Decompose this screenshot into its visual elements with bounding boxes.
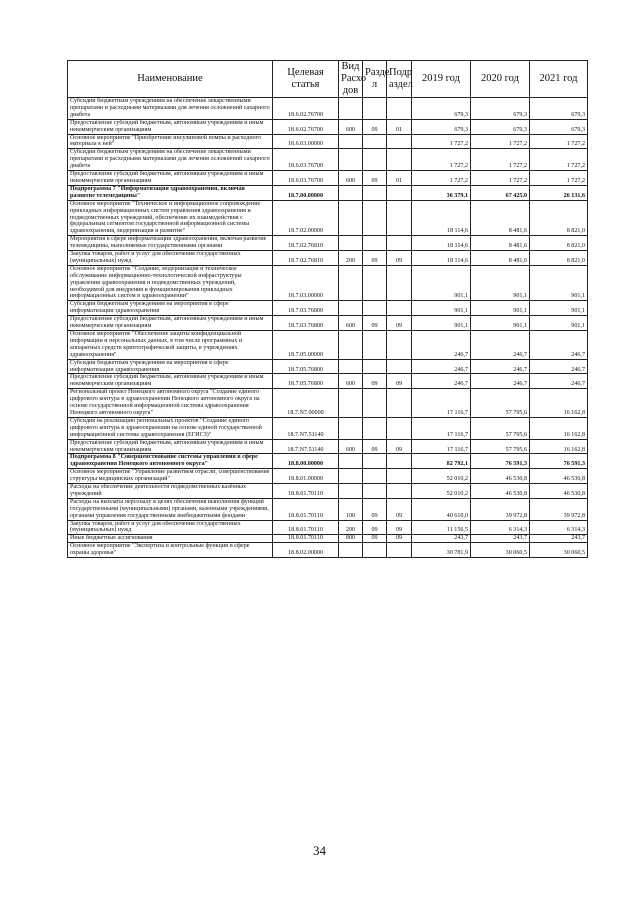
row-name: Мероприятия в сфере информатизации здравоохранения, включая развитие телемедицины, выполняемые государственными органами	[68, 236, 273, 251]
row-amount-2020: 1 727,2	[471, 134, 530, 149]
row-amount-2020: 76 591,3	[471, 454, 530, 469]
row-name: Подпрограмма 8 "Совершенствование системы управления в сфере здравоохранения Ненецкого автономного округа"	[68, 454, 273, 469]
row-name: Предоставление субсидий бюджетным, автономным учреждениям и иным некоммерческим организациям	[68, 119, 273, 134]
header-target-article: Целевая статья	[273, 61, 339, 98]
row-subsection: 09	[387, 316, 412, 331]
row-amount-2021: 901,1	[530, 301, 588, 316]
table-row	[68, 374, 588, 389]
row-amount-2020: 679,3	[471, 119, 530, 134]
row-subsection: 09	[387, 535, 412, 543]
row-expense-type	[339, 98, 363, 120]
table-body	[68, 98, 588, 558]
row-expense-type: 600	[339, 316, 363, 331]
row-subsection	[387, 301, 412, 316]
row-subsection	[387, 265, 412, 301]
row-amount-2019: 901,1	[412, 301, 471, 316]
table-row	[68, 171, 588, 186]
row-amount-2021: 76 591,3	[530, 454, 588, 469]
table-row	[68, 301, 588, 316]
row-target-article: 18.7.N7.51140	[273, 439, 339, 454]
row-section	[363, 149, 387, 171]
row-section: 09	[363, 498, 387, 520]
row-amount-2020: 246,7	[471, 374, 530, 389]
header-expense-type: Вид Расхо дов	[339, 61, 363, 98]
row-amount-2019: 679,3	[412, 119, 471, 134]
row-name: Предоставление субсидий бюджетным, автономным учреждениям и иным некоммерческим организациям	[68, 316, 273, 331]
row-target-article: 18.7.03.76800	[273, 301, 339, 316]
table-row	[68, 149, 588, 171]
row-amount-2021: 1 727,2	[530, 171, 588, 186]
row-section	[363, 301, 387, 316]
row-subsection	[387, 359, 412, 374]
row-amount-2021: 901,1	[530, 316, 588, 331]
row-name: Подпрограмма 7 "Информатизация здравоохранения, включая развитие телемедицины"	[68, 185, 273, 200]
row-section	[363, 359, 387, 374]
row-amount-2019: 36 379,1	[412, 185, 471, 200]
row-section	[363, 331, 387, 360]
table-row	[68, 389, 588, 418]
row-expense-type	[339, 454, 363, 469]
row-section: 09	[363, 119, 387, 134]
row-amount-2021: 8 821,0	[530, 200, 588, 236]
row-amount-2019: 1 727,2	[412, 149, 471, 171]
row-amount-2019: 246,7	[412, 331, 471, 360]
row-section	[363, 134, 387, 149]
row-amount-2020: 1 727,2	[471, 171, 530, 186]
row-expense-type: 100	[339, 498, 363, 520]
row-target-article: 18.7.03.00000	[273, 265, 339, 301]
row-section	[363, 417, 387, 439]
row-subsection: 01	[387, 171, 412, 186]
row-target-article: 18.6.03.76700	[273, 149, 339, 171]
row-name: Основное мероприятие "Техническое и информационное сопровождение прикладных информационных систем управления здравоохранения и подведомственных учреждений, обеспечение их взаимодействия с федеральным сегментом государственной информационной системы здравоохранения, модернизация и развитие"	[68, 200, 273, 236]
row-expense-type: 200	[339, 520, 363, 535]
row-target-article: 18.7.05.76800	[273, 374, 339, 389]
row-subsection	[387, 417, 412, 439]
row-amount-2020: 243,7	[471, 535, 530, 543]
table-row	[68, 484, 588, 499]
row-section	[363, 185, 387, 200]
row-expense-type: 800	[339, 535, 363, 543]
row-amount-2019: 1 727,2	[412, 134, 471, 149]
row-expense-type	[339, 236, 363, 251]
row-amount-2020: 246,7	[471, 331, 530, 360]
table-row	[68, 200, 588, 236]
row-subsection	[387, 389, 412, 418]
row-name: Субсидия на реализацию региональных проектов "Создание единого цифрового контура в здравоохранении на основе единой государственной информационной системы здравоохранения (ЕГИСЗ)"	[68, 417, 273, 439]
row-target-article: 18.7.02.00000	[273, 200, 339, 236]
row-amount-2021: 246,7	[530, 331, 588, 360]
row-expense-type	[339, 265, 363, 301]
row-amount-2019: 901,1	[412, 316, 471, 331]
row-amount-2019: 11 156,5	[412, 520, 471, 535]
row-amount-2019: 679,3	[412, 98, 471, 120]
row-section: 09	[363, 520, 387, 535]
row-amount-2021: 6 314,3	[530, 520, 588, 535]
row-expense-type	[339, 469, 363, 484]
row-amount-2019: 82 792,1	[412, 454, 471, 469]
row-subsection	[387, 236, 412, 251]
header-year-2019: 2019 год	[412, 61, 471, 98]
row-target-article: 18.8.00.00000	[273, 454, 339, 469]
row-name: Основное мероприятие "Экспертиза и контрольные функции в сфере охраны здоровья"	[68, 543, 273, 558]
row-name: Предоставление субсидий бюджетным, автономным учреждениям и иным некоммерческим организациям	[68, 171, 273, 186]
row-amount-2019: 1 727,2	[412, 171, 471, 186]
row-amount-2019: 30 781,9	[412, 543, 471, 558]
row-section	[363, 484, 387, 499]
row-section: 09	[363, 439, 387, 454]
row-section: 09	[363, 535, 387, 543]
table-row	[68, 359, 588, 374]
row-target-article: 18.6.03.00000	[273, 134, 339, 149]
row-subsection	[387, 469, 412, 484]
table-row	[68, 417, 588, 439]
row-amount-2020: 8 481,6	[471, 200, 530, 236]
row-section	[363, 543, 387, 558]
row-target-article: 18.8.01.70110	[273, 520, 339, 535]
row-amount-2019: 246,7	[412, 374, 471, 389]
row-amount-2021: 30 060,5	[530, 543, 588, 558]
row-amount-2019: 52 010,2	[412, 484, 471, 499]
row-name: Расходы на выплаты персоналу в целях обеспечения выполнения функций государственными (муниципальными) органами, казенными учреждениями, органами управления государственными внебюджетными фондами	[68, 498, 273, 520]
row-amount-2020: 679,3	[471, 98, 530, 120]
row-section	[363, 454, 387, 469]
page-number: 34	[313, 843, 326, 858]
row-amount-2020: 901,1	[471, 265, 530, 301]
row-name: Иные бюджетные ассигнования	[68, 535, 273, 543]
header-section: Разде л	[363, 61, 387, 98]
row-name: Закупка товаров, работ и услуг для обеспечения государственных (муниципальных) нужд	[68, 251, 273, 266]
row-amount-2021: 46 530,8	[530, 469, 588, 484]
row-subsection	[387, 98, 412, 120]
row-target-article: 18.7.05.76800	[273, 359, 339, 374]
row-amount-2021: 16 162,8	[530, 389, 588, 418]
row-name: Основное мероприятие "Приобретение инсулиновой помпы и расходного материала к ней"	[68, 134, 273, 149]
row-amount-2021: 679,3	[530, 98, 588, 120]
table-row	[68, 331, 588, 360]
table-row	[68, 265, 588, 301]
table-row	[68, 454, 588, 469]
table-row	[68, 134, 588, 149]
row-amount-2021: 1 727,2	[530, 149, 588, 171]
row-subsection	[387, 454, 412, 469]
header-year-2020: 2020 год	[471, 61, 530, 98]
row-amount-2019: 52 010,2	[412, 469, 471, 484]
row-name: Расходы на обеспечение деятельности подведомственных казённых учреждений	[68, 484, 273, 499]
table-row	[68, 119, 588, 134]
row-name: Субсидии бюджетным учреждениям на мероприятия в сфере информатизации здравоохранения	[68, 359, 273, 374]
table-row	[68, 439, 588, 454]
row-name: Предоставление субсидий бюджетным, автономным учреждениям и иным некоммерческим организациям	[68, 439, 273, 454]
row-expense-type	[339, 331, 363, 360]
row-expense-type	[339, 359, 363, 374]
row-amount-2020: 46 530,8	[471, 484, 530, 499]
row-section	[363, 389, 387, 418]
header-name: Наименование	[68, 61, 273, 98]
row-section	[363, 236, 387, 251]
row-section: 09	[363, 251, 387, 266]
table-row	[68, 98, 588, 120]
row-amount-2021: 16 162,8	[530, 417, 588, 439]
row-amount-2020: 57 795,6	[471, 389, 530, 418]
table-row	[68, 185, 588, 200]
row-expense-type	[339, 149, 363, 171]
row-name: Субсидии бюджетным учреждениям на обеспечение лекарственными препаратами и расходными материалами для лечения осложнений сахарного диабета	[68, 149, 273, 171]
row-subsection	[387, 200, 412, 236]
row-amount-2019: 18 114,6	[412, 251, 471, 266]
table-row	[68, 316, 588, 331]
row-amount-2020: 57 795,6	[471, 439, 530, 454]
row-target-article: 18.8.02.00000	[273, 543, 339, 558]
row-expense-type	[339, 484, 363, 499]
row-name: Предоставление субсидий бюджетным, автономным учреждениям и иным некоммерческим организациям	[68, 374, 273, 389]
table-header-row	[68, 61, 588, 98]
row-amount-2021: 26 131,6	[530, 185, 588, 200]
row-target-article: 18.7.03.76800	[273, 316, 339, 331]
row-amount-2020: 246,7	[471, 359, 530, 374]
row-expense-type: 600	[339, 439, 363, 454]
budget-table	[67, 60, 588, 558]
row-expense-type	[339, 389, 363, 418]
row-subsection	[387, 543, 412, 558]
row-expense-type	[339, 134, 363, 149]
table-row	[68, 498, 588, 520]
row-subsection: 09	[387, 251, 412, 266]
row-amount-2019: 17 116,7	[412, 417, 471, 439]
table-row	[68, 251, 588, 266]
row-expense-type	[339, 301, 363, 316]
row-subsection	[387, 134, 412, 149]
row-amount-2019: 901,1	[412, 265, 471, 301]
row-name: Субсидии бюджетным учреждениям на мероприятия в сфере информатизации здравоохранения	[68, 301, 273, 316]
row-section: 09	[363, 374, 387, 389]
table-row	[68, 535, 588, 543]
row-amount-2019: 40 610,0	[412, 498, 471, 520]
row-amount-2021: 46 530,8	[530, 484, 588, 499]
row-expense-type	[339, 417, 363, 439]
row-amount-2019: 17 116,7	[412, 439, 471, 454]
row-amount-2021: 8 821,0	[530, 251, 588, 266]
table-row	[68, 543, 588, 558]
row-subsection	[387, 484, 412, 499]
row-name: Основное мероприятие "Обеспечение защиты конфиденциальной информации и персональных данных, в том числе программных и аппаратных средств криптографической защиты, в учреждениях здравоохранения"	[68, 331, 273, 360]
row-amount-2021: 1 727,2	[530, 134, 588, 149]
row-expense-type: 600	[339, 119, 363, 134]
row-subsection: 09	[387, 374, 412, 389]
row-target-article: 18.8.01.70110	[273, 535, 339, 543]
row-expense-type	[339, 543, 363, 558]
row-section	[363, 98, 387, 120]
row-amount-2019: 243,7	[412, 535, 471, 543]
row-amount-2021: 8 821,0	[530, 236, 588, 251]
row-section: 09	[363, 171, 387, 186]
row-amount-2021: 243,7	[530, 535, 588, 543]
row-target-article: 18.7.00.00000	[273, 185, 339, 200]
row-amount-2021: 901,1	[530, 265, 588, 301]
row-amount-2019: 18 114,6	[412, 236, 471, 251]
row-amount-2020: 8 481,6	[471, 251, 530, 266]
row-subsection	[387, 185, 412, 200]
table-row	[68, 520, 588, 535]
row-section: 09	[363, 316, 387, 331]
row-expense-type	[339, 185, 363, 200]
table-row	[68, 469, 588, 484]
row-expense-type: 600	[339, 374, 363, 389]
row-target-article: 18.7.N7.00000	[273, 389, 339, 418]
row-target-article: 18.6.02.76700	[273, 119, 339, 134]
row-name: Региональный проект Ненецкого автономного округа "Создание единого цифрового контура в здравоохранении Ненецкого автономного округа на основе государственной информационной системы здравоохранения Ненецкого автономного округа"	[68, 389, 273, 418]
row-amount-2021: 246,7	[530, 359, 588, 374]
row-target-article: 18.8.01.70110	[273, 498, 339, 520]
row-amount-2019: 246,7	[412, 359, 471, 374]
row-expense-type: 200	[339, 251, 363, 266]
row-name: Основное мероприятие "Управление развитием отрасли, совершенствование структуры медицинских организаций"	[68, 469, 273, 484]
row-target-article: 18.7.02.76810	[273, 236, 339, 251]
header-year-2021: 2021 год	[530, 61, 588, 98]
row-section	[363, 469, 387, 484]
row-section	[363, 265, 387, 301]
row-amount-2019: 18 114,6	[412, 200, 471, 236]
row-subsection	[387, 149, 412, 171]
row-target-article: 18.6.02.76700	[273, 98, 339, 120]
row-amount-2021: 16 162,8	[530, 439, 588, 454]
header-subsection: Подр аздел	[387, 61, 412, 98]
row-target-article: 18.8.01.70110	[273, 484, 339, 499]
row-subsection: 01	[387, 119, 412, 134]
row-amount-2020: 30 060,5	[471, 543, 530, 558]
row-amount-2020: 901,1	[471, 316, 530, 331]
row-target-article: 18.6.03.76700	[273, 171, 339, 186]
row-amount-2020: 67 425,0	[471, 185, 530, 200]
row-subsection: 09	[387, 498, 412, 520]
row-amount-2020: 901,1	[471, 301, 530, 316]
row-target-article: 18.8.01.00000	[273, 469, 339, 484]
row-target-article: 18.7.02.76810	[273, 251, 339, 266]
row-amount-2020: 46 530,8	[471, 469, 530, 484]
row-amount-2020: 39 972,8	[471, 498, 530, 520]
table-row	[68, 236, 588, 251]
row-amount-2020: 57 795,6	[471, 417, 530, 439]
row-amount-2021: 39 972,8	[530, 498, 588, 520]
row-amount-2021: 679,3	[530, 119, 588, 134]
row-expense-type	[339, 200, 363, 236]
row-name: Основное мероприятие "Создание, модернизация и техническое обслуживание информационно-технологической инфраструктуры управления здравоохранения и подведомственных учреждений, необходимой для внедрения и функционирования прикладных информационных систем в здравоохранении"	[68, 265, 273, 301]
row-section	[363, 200, 387, 236]
row-name: Закупка товаров, работ и услуг для обеспечения государственных (муниципальных) нужд	[68, 520, 273, 535]
row-amount-2020: 6 314,3	[471, 520, 530, 535]
row-expense-type: 600	[339, 171, 363, 186]
row-name: Субсидии бюджетным учреждениям на обеспечение лекарственными препаратами и расходными материалами для лечения осложнений сахарного диабета	[68, 98, 273, 120]
row-target-article: 18.7.N7.51140	[273, 417, 339, 439]
row-target-article: 18.7.05.00000	[273, 331, 339, 360]
row-amount-2020: 1 727,2	[471, 149, 530, 171]
row-subsection: 09	[387, 520, 412, 535]
row-subsection	[387, 331, 412, 360]
row-amount-2021: 246,7	[530, 374, 588, 389]
row-subsection: 09	[387, 439, 412, 454]
row-amount-2020: 8 481,6	[471, 236, 530, 251]
row-amount-2019: 17 116,7	[412, 389, 471, 418]
